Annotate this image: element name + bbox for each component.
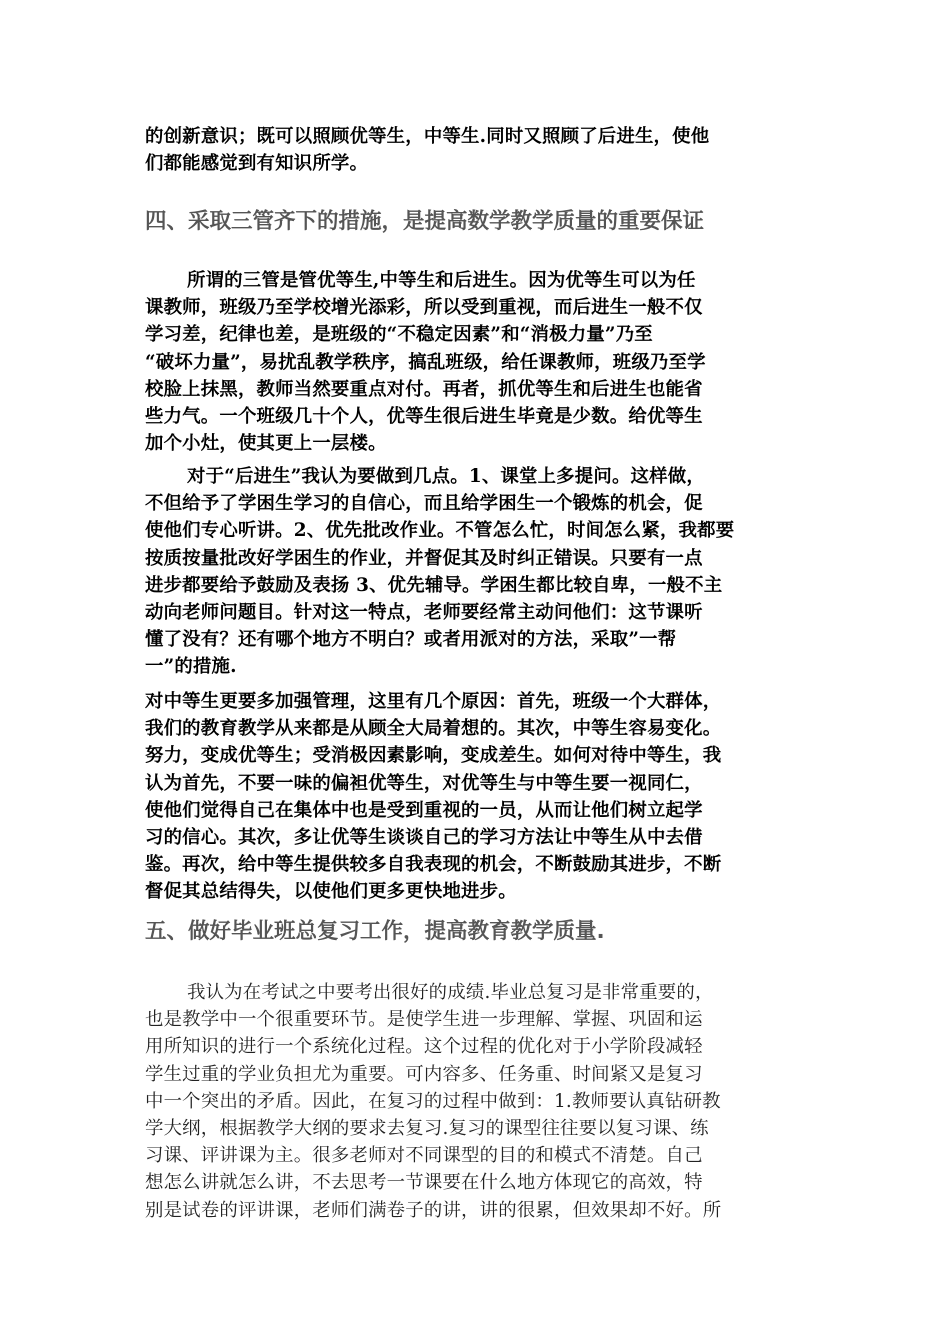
paragraph-continuation: [145, 123, 810, 177]
text-line: 努力，变成优等生；受消极因素影响，变成差生。如何对待中等生，我: [145, 745, 722, 767]
text-line: 加个小灶，使其更上一层楼。: [145, 433, 387, 455]
text-line: 使他们觉得自己在集体中也是受到重视的一员，从而让他们树立起学: [145, 799, 703, 821]
paragraph-review-work: [145, 979, 810, 1224]
text-line: 鉴。再次，给中等生提供较多自我表现的机会，不断鼓励其进步，不断: [145, 854, 722, 876]
text-line: 学生过重的学业负担尤为重要。可内容多、任务重、时间紧又是复习: [145, 1063, 703, 1085]
text-line: 使他们专心听讲。2、优先批改作业。不管怎么忙，时间怎么紧，我都要: [145, 520, 735, 542]
text-line: 别是试卷的评讲课，老师们满卷子的讲，讲的很累，但效果却不好。所: [145, 1199, 722, 1221]
text-line: 按质按量批改好学困生的作业，并督促其及时纠正错误。只要有一点: [145, 547, 703, 569]
text-line: 中一个突出的矛盾。因此，在复习的过程中做到：1.教师要认真钻研教: [145, 1090, 721, 1112]
text-line: 课教师，班级乃至学校增光添彩，所以受到重视，而后进生一般不仅: [145, 297, 703, 319]
text-line: 习课、评讲课为主。很多老师对不同课型的目的和模式不清楚。自己: [145, 1145, 703, 1167]
text-line: 对中等生更要多加强管理，这里有几个原因：首先，班级一个大群体，: [145, 691, 722, 712]
text-line: 校脸上抹黑，教师当然要重点对付。再者，抓优等生和后进生也能省: [145, 378, 703, 400]
text-line: 些力气。一个班级几十个人，优等生很后进生毕竟是少数。给优等生: [145, 406, 703, 428]
text-line: 我认为在考试之中要考出很好的成绩.毕业总复习是非常重要的，: [187, 982, 714, 1003]
text-line: 学习差，纪律也差，是班级的“不稳定因素”和“消极力量”乃至: [145, 324, 653, 346]
text-line: “破坏力量”，易扰乱教学秩序，搞乱班级，给任课教师，班级乃至学: [145, 351, 706, 373]
text-line: 的创新意识；既可以照顾优等生，中等生.同时又照顾了后进生，使他: [145, 126, 710, 147]
text-line: 我们的教育教学从来都是从顾全大局着想的。其次，中等生容易变化。: [145, 718, 722, 740]
text-line: 也是教学中一个很重要环节。是使学生进一步理解、掌握、巩固和运: [145, 1009, 703, 1031]
text-line: 对于“后进生”我认为要做到几点。1、课堂上多提问。这样做，: [187, 466, 705, 487]
text-line: 想怎么讲就怎么讲，不去思考一节课要在什么地方体现它的高效，特: [145, 1172, 703, 1194]
text-line: 所谓的三管是管优等生,中等生和后进生。因为优等生可以为任: [187, 270, 696, 291]
text-line: 不但给予了学困生学习的自信心，而且给学困生一个锻炼的机会，促: [145, 493, 703, 515]
text-line: 学大纲，根据教学大纲的要求去复习.复习的课型往往要以复习课、练: [145, 1118, 709, 1140]
text-line: 习的信心。其次，多让优等生谈谈自己的学习方法让中等生从中去借: [145, 827, 703, 849]
text-line: 用所知识的进行一个系统化过程。这个过程的优化对于小学阶段减轻: [145, 1036, 703, 1058]
section-heading-4: 四、采取三管齐下的措施，是提高数学教学质量的重要保证: [145, 209, 705, 234]
paragraph-struggling-students: [145, 463, 810, 681]
text-line: 们都能感觉到有知识所学。: [145, 153, 369, 175]
text-line: 一”的措施.: [145, 656, 237, 678]
text-line: 懂了没有？还有哪个地方不明白？或者用派对的方法，采取”一帮: [145, 629, 677, 651]
text-line: 进步都要给予鼓励及表扬 3、优先辅导。学困生都比较自卑，一般不主: [145, 574, 723, 596]
paragraph-middle-students: [145, 688, 810, 906]
text-line: 动向老师问题目。针对这一特点，老师要经常主动问他们：这节课听: [145, 602, 703, 624]
text-line: 督促其总结得失，以使他们更多更快地进步。: [145, 881, 517, 903]
text-line: 认为首先，不要一味的偏袒优等生，对优等生与中等生要一视同仁，: [145, 772, 703, 794]
paragraph-three-groups: [145, 267, 810, 457]
section-heading-5: 五、做好毕业班总复习工作，提高教育教学质量.: [145, 919, 605, 944]
